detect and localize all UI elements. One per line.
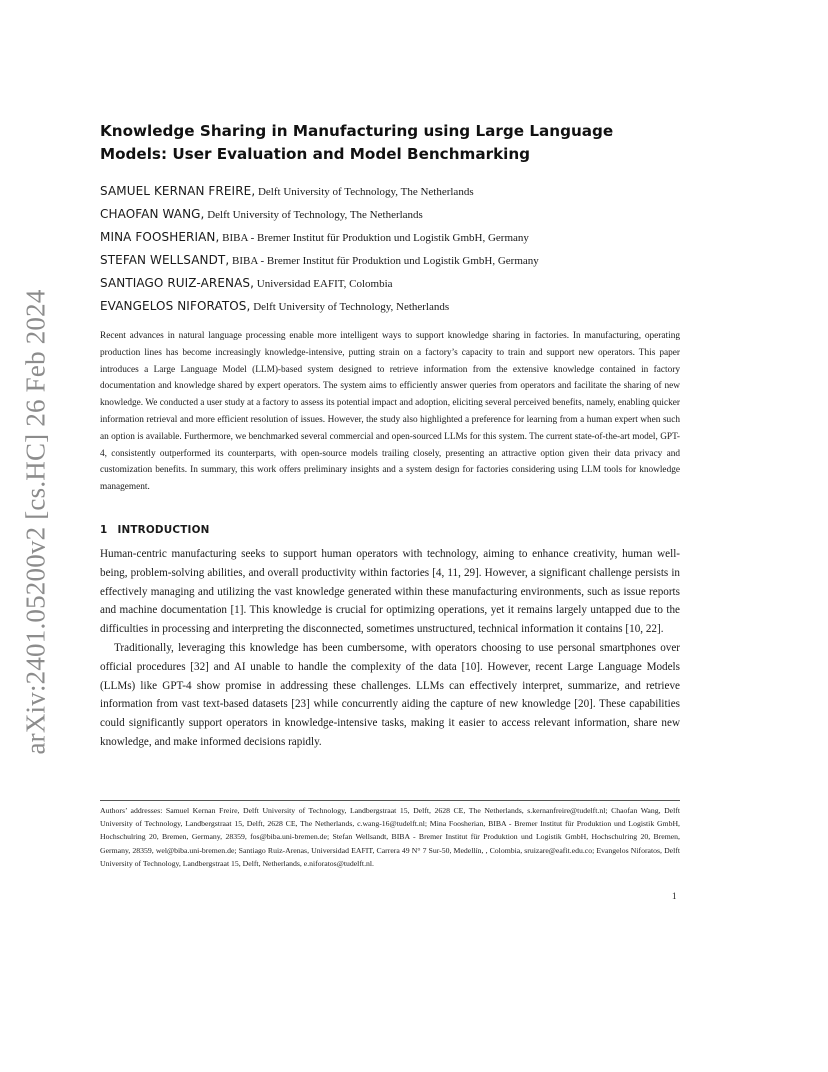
author-name: SAMUEL KERNAN FREIRE, [100, 184, 256, 198]
author-affiliation: BIBA - Bremer Institut für Produktion und Logistik GmbH, Germany [219, 232, 529, 244]
author-name: EVANGELOS NIFORATOS, [100, 299, 251, 313]
section-heading [100, 522, 680, 538]
arxiv-identifier: arXiv:2401.05200v2 [cs.HC] 26 Feb 2024 [20, 289, 51, 755]
footnote-divider [100, 800, 680, 801]
main-content [100, 120, 680, 752]
author-name: CHAOFAN WANG, [100, 207, 205, 221]
section-number: 1 [100, 523, 108, 536]
author-line [100, 295, 680, 318]
abstract: Recent advances in natural language processing enable more intelligent ways to support knowledge sharing in factories. In manufacturing, operating production lines has become increasingly knowledge-intensive, putting strain on a factory’s capacity to train and support new operators. This paper introduces a Large Language Model (LLM)-based system designed to retrieve information from the extensive knowledge contained in factory documentation and knowledge shared by expert operators. The system aims to efficiently answer queries from operators and facilitate the sharing of new knowledge. We conducted a user study at a factory to assess its potential impact and adoption, eliciting several perceived benefits, namely, enabling quicker information retrieval and more efficient resolution of issues. However, the study also highlighted a preference for learning from a human expert when such an option is available. Furthermore, we benchmarked several commercial and open-sourced LLMs for this system. The current state-of-the-art model, GPT-4, consistently outperformed its counterparts, with open-source models trailing closely, presenting an attractive option given their data privacy and customization benefits. In summary, this work offers preliminary insights and a system design for factories considering using LLM tools for knowledge management. [100, 331, 680, 493]
author-affiliation: Universidad EAFIT, Colombia [254, 278, 393, 290]
author-name: MINA FOOSHERIAN, [100, 230, 220, 244]
author-affiliation: Delft University of Technology, Netherlands [250, 301, 450, 313]
author-line [100, 272, 680, 295]
author-affiliation: BIBA - Bremer Institut für Produktion und Logistik GmbH, Germany [229, 255, 539, 267]
page-number: 1 [672, 891, 677, 901]
author-line [100, 203, 680, 226]
author-name: SANTIAGO RUIZ-ARENAS, [100, 276, 255, 290]
author-line [100, 226, 680, 249]
author-addresses-footnote: Authors’ addresses: Samuel Kernan Freire, Delft University of Technology, Landbergstraat 15, Delft, 2628 CE, The Netherlands, s.kernanfreire@tudelft.nl; Chaofan Wang, Delft University of Technology, Landbergstraat 15, Delft, 2628 CE, The Netherlands, c.wang-16@tudelft.nl; Mina Foosherian, BIBA - Bremer Institut für Produktion und Logistik GmbH, Hochschulring 20, Bremen, Germany, 28359, fos@biba.uni-bremen.de; Stefan Wellsandt, BIBA - Bremer Institut für Produktion und Logistik GmbH, Hochschulring 20, Bremen, Germany, 28359, wel@biba.uni-bremen.de; Santiago Ruiz-Arenas, Universidad EAFIT, Carrera 49 N° 7 Sur-50, Medellín, , Colombia, sruizare@eafit.edu.co; Evangelos Niforatos, Delft University of Technology, Landbergstraat 15, Delft, Netherlands, e.niforatos@tudelft.nl. [100, 806, 680, 868]
author-line [100, 180, 680, 203]
paper-title: Knowledge Sharing in Manufacturing using Large Language Models: User Evaluation and Model Benchmarking [100, 122, 614, 163]
section-title: INTRODUCTION [117, 523, 210, 536]
author-affiliation: Delft University of Technology, The Netherlands [255, 186, 474, 198]
body-paragraph: Human-centric manufacturing seeks to support human operators with technology, aiming to enhance creativity, human well-being, problem-solving abilities, and overall productivity within factories [4, 11, 29]. However, a significant challenge persists in effectively managing and utilizing the vast knowledge generated within these manufacturing environments, such as issue reports and machine documentation [1]. This knowledge is crucial for optimizing operations, yet it remains largely untapped due to the difficulties in processing and interpreting the disconnected, sometimes unstructured, technical information it contains [10, 22]. [100, 547, 680, 636]
author-list [100, 180, 680, 318]
body-paragraph: Traditionally, leveraging this knowledge has been cumbersome, with operators choosing to use personal smartphones over official procedures [32] and AI unable to handle the complexity of the data [10]. However, recent Large Language Models (LLMs) like GPT-4 show promise in addressing these challenges. LLMs can effectively interpret, summarize, and retrieve information from vast text-based datasets [23] while concurrently aiding the capture of new knowledge [20]. These capabilities could significantly support operators in knowledge-intensive tasks, making it easier to access relevant information, share new knowledge, and make informed decisions rapidly. [100, 641, 680, 748]
author-affiliation: Delft University of Technology, The Netherlands [204, 209, 423, 221]
author-line [100, 249, 680, 272]
author-name: STEFAN WELLSANDT, [100, 253, 230, 267]
